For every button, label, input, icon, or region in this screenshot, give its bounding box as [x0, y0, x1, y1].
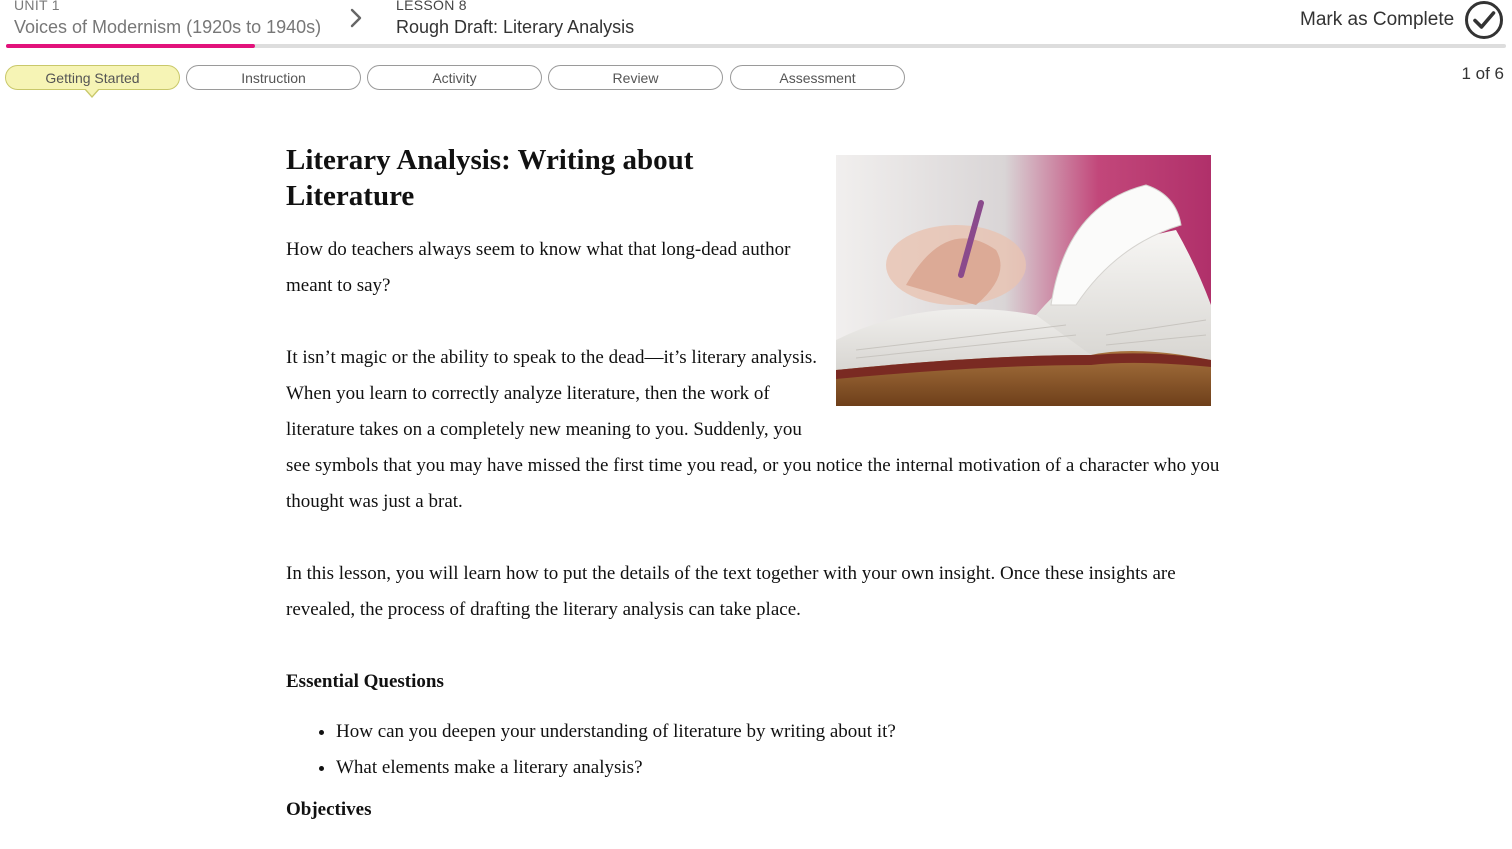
unit-label: UNIT 1	[14, 0, 60, 13]
mark-complete-label: Mark as Complete	[1300, 9, 1455, 30]
tab-review[interactable]: Review	[548, 65, 723, 90]
lesson-title: Rough Draft: Literary Analysis	[396, 17, 635, 37]
objectives-heading: Objectives	[286, 799, 372, 820]
intro-paragraph-1: How do teachers always seem to know what that long-dead author meant to say?	[286, 239, 791, 296]
lesson-progress-fill	[6, 44, 255, 48]
tab-instruction[interactable]: Instruction	[186, 65, 361, 90]
tab-getting-started[interactable]: Getting Started	[5, 65, 180, 90]
lesson-label: LESSON 8	[396, 0, 467, 13]
page-title: Literary Analysis: Writing about Literature	[286, 144, 694, 212]
essential-questions-heading: Essential Questions	[286, 671, 444, 692]
lesson-progress-bar	[6, 44, 1506, 48]
tab-activity[interactable]: Activity	[367, 65, 542, 90]
intro-paragraph-2: It isn’t magic or the ability to speak to the dead—it’s literary analysis. When you learn to correctly analyze literature, then the work of literature takes on a completely new meaning to you. Suddenly, you see symbols that you may have missed the first time you read, or you notice the internal motivation of a character who you thought was just a brat.	[286, 347, 1220, 512]
list-item: • How can you deepen your understanding of literature by writing about it?	[336, 714, 1226, 750]
unit-title-link[interactable]: Voices of Modernism (1920s to 1940s)	[14, 17, 322, 37]
check-circle-icon[interactable]	[1464, 0, 1504, 40]
lesson-header	[0, 0, 1512, 48]
page-counter: 1 of 6	[1461, 64, 1504, 83]
mark-complete-button[interactable]	[1290, 0, 1504, 40]
essential-questions-list	[286, 714, 1226, 786]
list-item: • What elements make a literary analysis?	[336, 750, 1226, 786]
chevron-right-icon	[346, 8, 366, 28]
active-tab-indicator	[84, 89, 100, 98]
book-writing-photo	[836, 155, 1211, 406]
intro-paragraph-3: In this lesson, you will learn how to put the details of the text together with your own insight. Once these insights are revealed, the process of drafting the literary analysis can take place.	[286, 563, 1176, 620]
lesson-content	[286, 140, 1226, 842]
tab-assessment[interactable]: Assessment	[730, 65, 905, 90]
